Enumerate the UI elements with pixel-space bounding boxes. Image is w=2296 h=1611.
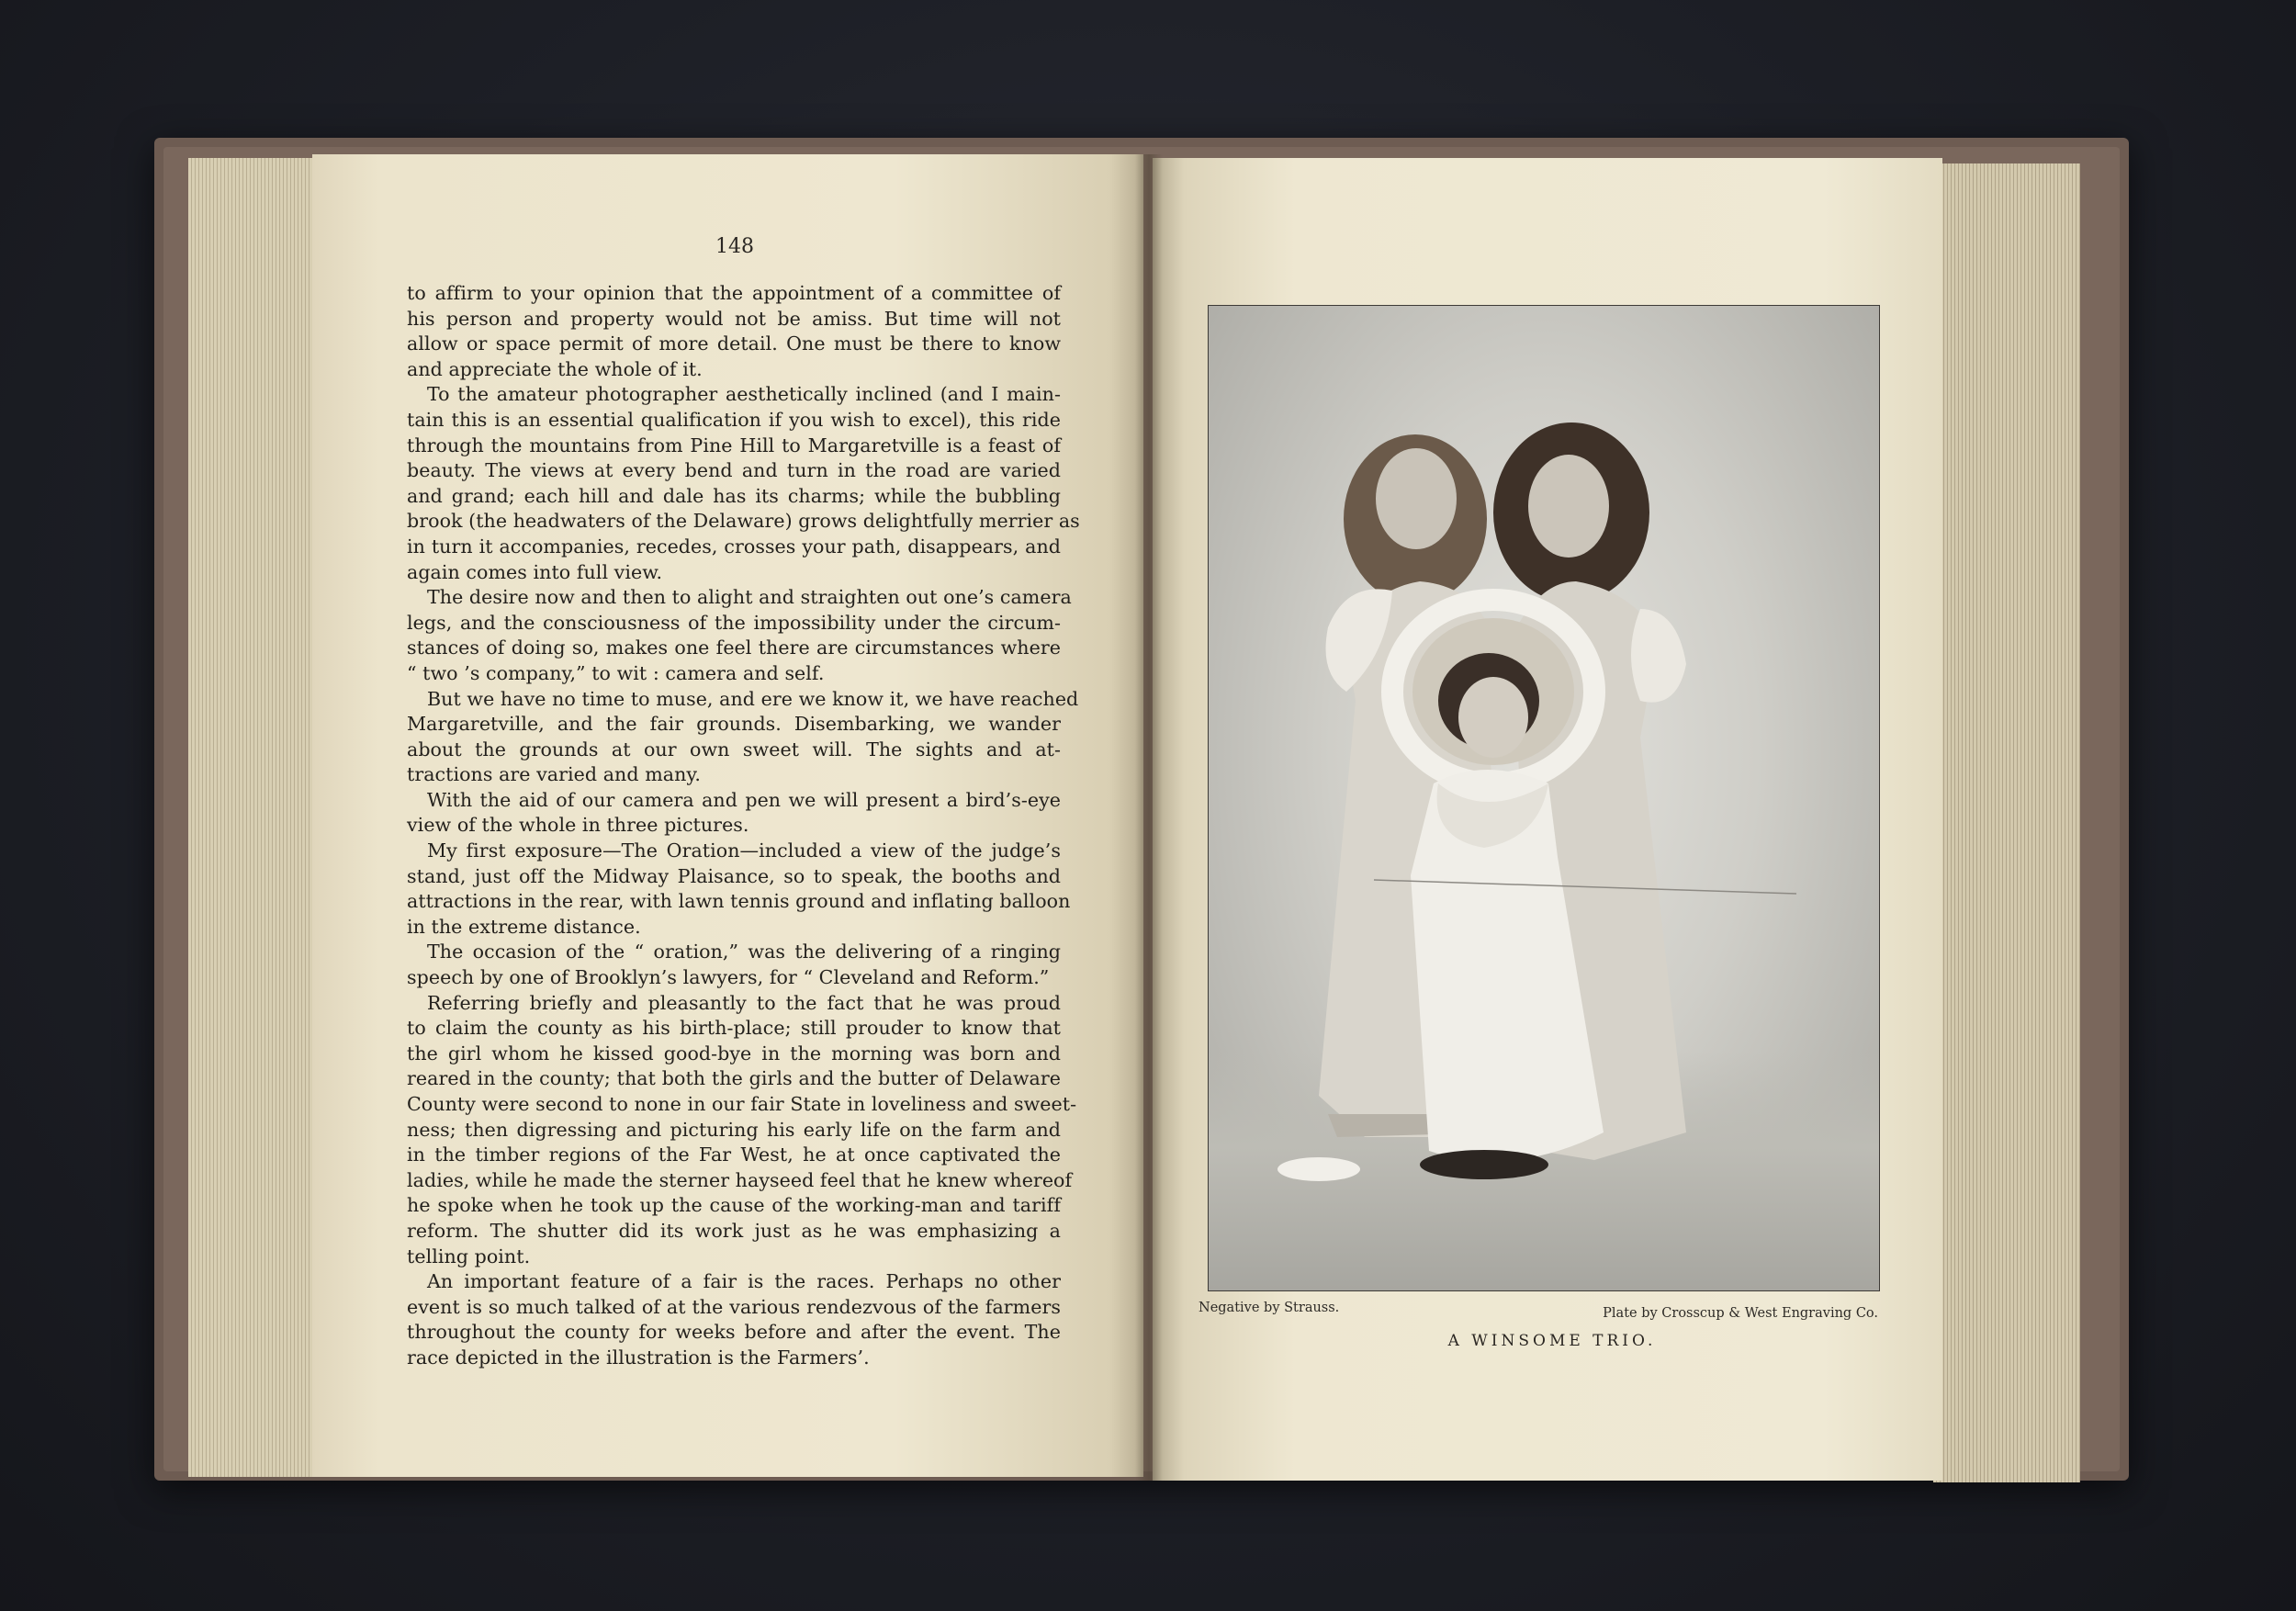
text-line: he spoke when he took up the cause of the working-man and tariff [407, 1194, 1061, 1217]
text-line: about the grounds at our own sweet will. The sights and at- [407, 738, 1061, 760]
text-line: in the timber regions of the Far West, he at once captivated the [407, 1143, 1061, 1166]
text-line: view of the whole in three pictures. [407, 814, 749, 837]
page-number: 148 [715, 235, 754, 258]
text-line: to affirm to your opinion that the appointment of a committee of [407, 282, 1061, 304]
body-text [407, 281, 1080, 1371]
text-line: reform. The shutter did its work just as he was emphasizing a [407, 1219, 1061, 1242]
text-line: tain this is an essential qualification if you wish to excel), this ride [407, 408, 1061, 431]
text-line: race depicted in the illustration is the Farmers’. [407, 1346, 870, 1369]
text-line: stand, just off the Midway Plaisance, so to speak, the booths and [407, 864, 1061, 887]
photo-plate [1208, 305, 1880, 1291]
credit-negative: Negative by Strauss. [1199, 1301, 1340, 1315]
text-line: stances of doing so, makes one feel there are circumstances where [407, 637, 1061, 659]
text-line: Referring briefly and pleasantly to the fact that he was proud [427, 991, 1061, 1014]
text-line: tractions are varied and many. [407, 763, 701, 786]
text-line: to claim the county as his birth-place; still prouder to know that [407, 1017, 1061, 1040]
right-page-stack [1933, 163, 2080, 1482]
text-line: The occasion of the “ oration,” was the delivering of a ringing [427, 941, 1061, 963]
credit-plate: Plate by Crosscup & West Engraving Co. [1603, 1306, 1878, 1321]
text-line: But we have no time to muse, and ere we know it, we have reached [427, 687, 1079, 710]
text-line: An important feature of a fair is the races. Perhaps no other [427, 1270, 1061, 1293]
text-line: through the mountains from Pine Hill to Margaretville is a feast of [407, 434, 1061, 456]
text-line: The desire now and then to alight and straighten out one’s camera [427, 586, 1072, 609]
text-line: With the aid of our camera and pen we will present a bird’s-eye [427, 788, 1061, 811]
text-line: brook (the headwaters of the Delaware) grows delightfully merrier as [407, 510, 1080, 533]
text-line: and grand; each hill and dale has its charms; while the bubbling [407, 484, 1061, 507]
left-page-stack [188, 158, 317, 1477]
photo-credits [1199, 1301, 1878, 1321]
text-line: ness; then digressing and picturing his early life on the farm and [407, 1118, 1061, 1141]
text-line: beauty. The views at every bend and turn in the road are varied [407, 459, 1061, 482]
text-line: “ two ’s company,” to wit : camera and self. [407, 661, 825, 684]
text-line: speech by one of Brooklyn’s lawyers, for “ Cleveland and Reform.” [407, 966, 1050, 989]
book-gutter [1135, 154, 1163, 1481]
text-line: To the amateur photographer aesthetically inclined (and I main- [427, 383, 1061, 406]
photo-caption: A WINSOME TRIO. [1447, 1332, 1657, 1350]
text-line: again comes into full view. [407, 560, 663, 583]
text-line: attractions in the rear, with lawn tennis ground and inflating balloon [407, 890, 1071, 913]
text-line: Margaretville, and the fair grounds. Disembarking, we wander [407, 713, 1061, 736]
text-line: reared in the county; that both the girls and the butter of Delaware [407, 1067, 1061, 1090]
text-line: allow or space permit of more detail. One must be there to know [407, 332, 1061, 355]
text-line: throughout the county for weeks before and after the event. The [407, 1321, 1061, 1344]
text-line: telling point. [407, 1245, 531, 1267]
text-line: the girl whom he kissed good-bye in the morning was born and [407, 1042, 1061, 1065]
text-line: legs, and the consciousness of the impossibility under the circum- [407, 611, 1061, 634]
text-line: event is so much talked of at the various rendezvous of the farmers [407, 1295, 1061, 1318]
text-line: and appreciate the whole of it. [407, 357, 703, 380]
text-line: My first exposure—The Oration—included a view of the judge’s [427, 839, 1061, 862]
text-line: in turn it accompanies, recedes, crosses your path, disappears, and [407, 535, 1061, 558]
text-line: ladies, while he made the sterner hayseed feel that he knew whereof [407, 1168, 1073, 1191]
text-line: in the extreme distance. [407, 915, 641, 938]
text-line: his person and property would not be amiss. But time will not [407, 307, 1061, 330]
text-line: County were second to none in our fair State in loveliness and sweet- [407, 1093, 1077, 1115]
three-girls-photograph [1209, 306, 1879, 1290]
